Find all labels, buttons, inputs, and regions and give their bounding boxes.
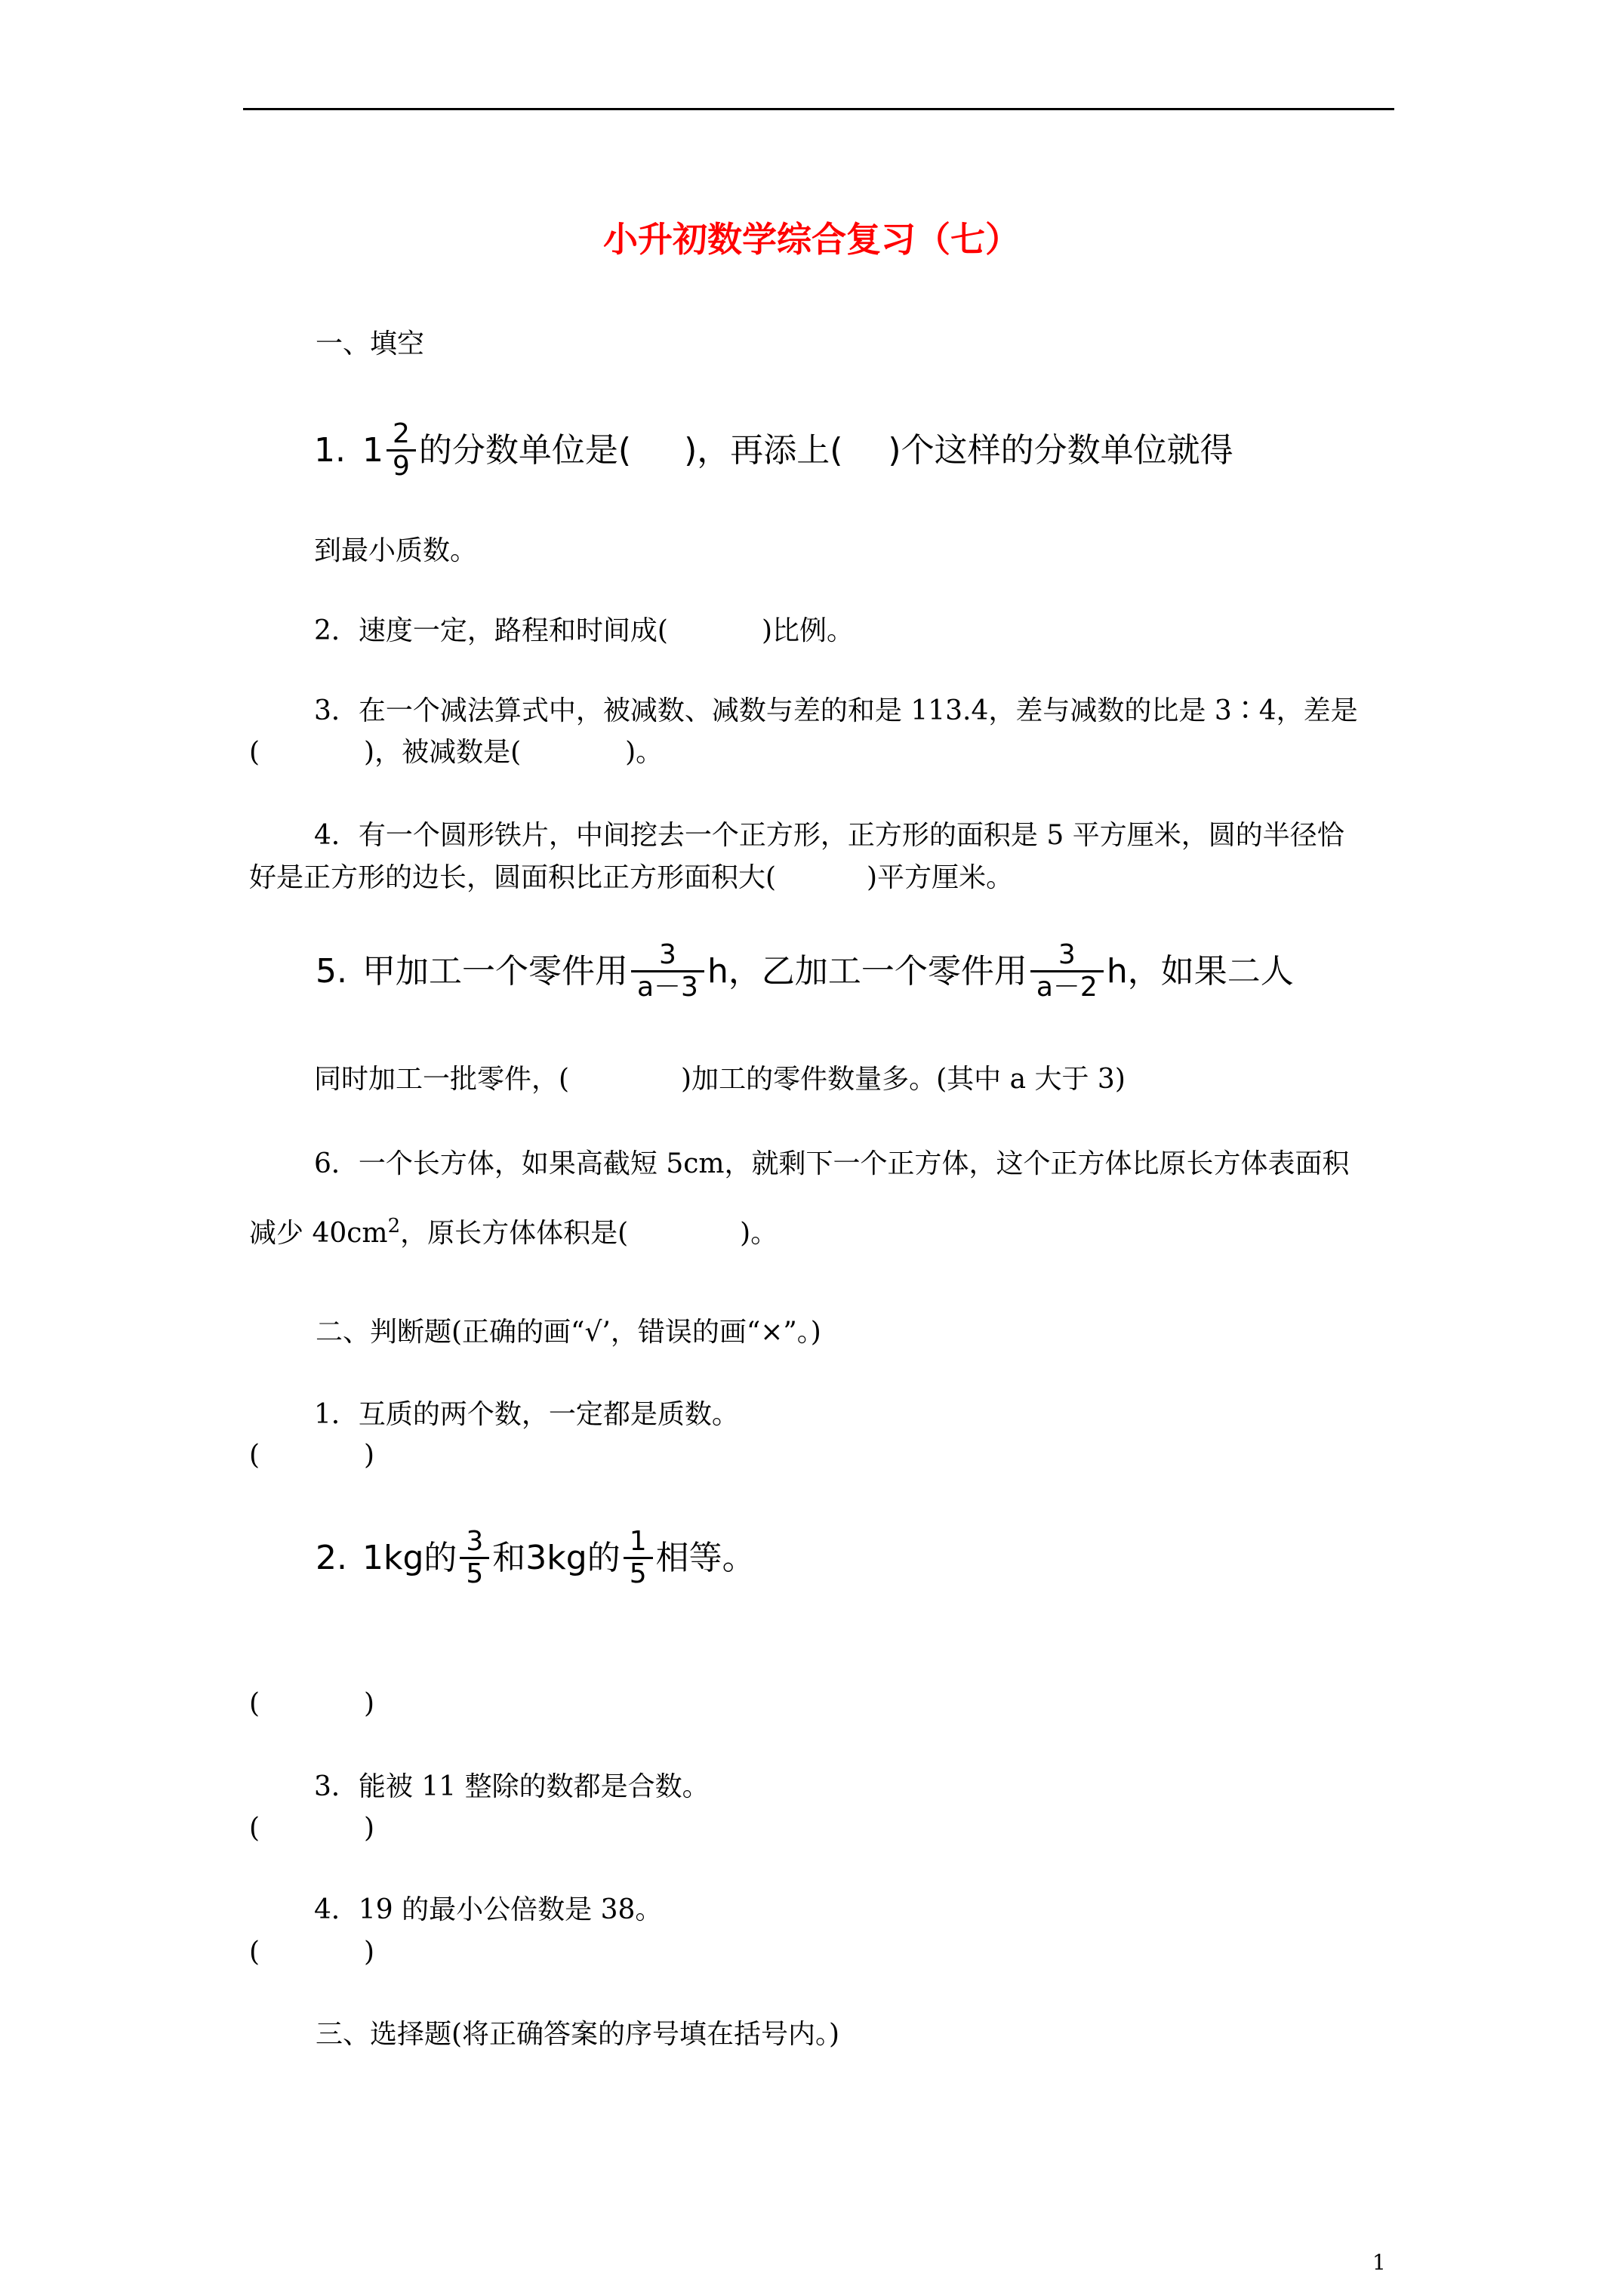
q6-superscript: 2 (387, 1215, 401, 1237)
q4-text-a: 好是正方形的边长，圆面积比正方形面积大( (249, 862, 777, 893)
s2-question-2 (316, 1527, 756, 1589)
q3-paren-open: ( (249, 737, 260, 768)
q6-text-b: ，原长方体体积是( (400, 1218, 629, 1249)
s2-q3-answer-paren[interactable] (249, 1812, 374, 1845)
q1-text-a: 的分数单位是( (418, 430, 632, 470)
s2-q4-paren-open: ( (249, 1937, 260, 1968)
q1-fraction-numerator: 2 (392, 418, 410, 449)
document-title: 小升初数学综合复习（七） (603, 219, 1020, 260)
q1-fraction (387, 419, 416, 482)
q6-text-c: )。 (740, 1218, 778, 1249)
header-rule (243, 108, 1394, 110)
q2-text-b: )比例。 (761, 615, 854, 646)
question-1-1 (314, 419, 1233, 482)
q3-text-b: )，被减数是( (364, 737, 522, 768)
s2-q2-text-b: 和3kg的 (492, 1538, 621, 1577)
s2-q2-fraction-2 (624, 1527, 653, 1589)
q1-number: 1. (314, 430, 346, 470)
question-1-2 (314, 615, 854, 648)
q3-line-1: 3．在一个减法算式中，被减数、减数与差的和是 113.4，差与减数的比是 3∶4，差是 (314, 695, 1358, 726)
q1-line-2: 到最小质数。 (314, 535, 478, 566)
s2-q3-paren-open: ( (249, 1813, 260, 1844)
s2-question-1: 1．互质的两个数，一定都是质数。 (314, 1399, 739, 1430)
s2-q2-paren-close: ) (364, 1688, 375, 1719)
s2-q2-fraction-2-numerator: 1 (629, 1526, 647, 1557)
s2-q2-answer-paren[interactable] (249, 1687, 374, 1721)
s2-q4-paren-close: ) (364, 1937, 375, 1968)
q5-number: 5. (316, 951, 347, 991)
q5-fraction-1-denominator: a－3 (631, 970, 704, 1003)
q3-line-2 (249, 736, 663, 769)
q2-text-a: 2．速度一定，路程和时间成( (314, 615, 668, 646)
s2-q2-fraction-2-denominator: 5 (624, 1557, 653, 1589)
q3-text-c: )。 (625, 737, 664, 768)
s2-q2-paren-open: ( (249, 1688, 260, 1719)
q6-line-2 (249, 1217, 778, 1250)
s2-q2-fraction-1-numerator: 3 (466, 1526, 484, 1557)
page-number: 1 (1372, 2250, 1386, 2275)
q5-fraction-1 (631, 940, 704, 1003)
q4-line-1: 4．有一个圆形铁片，中间挖去一个正方形，正方形的面积是 5 平方厘米，圆的半径恰 (314, 820, 1344, 851)
q5-text-b: h，乙加工一个零件用 (707, 951, 1027, 991)
s2-q4-answer-paren[interactable] (249, 1936, 374, 1969)
s2-q2-fraction-1-denominator: 5 (460, 1557, 489, 1589)
section-3-heading: 三、选择题(将正确答案的序号填在括号内。) (316, 2019, 840, 2050)
s2-q2-text-c: 相等。 (655, 1538, 756, 1577)
q5-text-d: 同时加工一批零件，( (314, 1064, 570, 1095)
s2-q2-number: 2. (316, 1538, 347, 1577)
s2-q3-paren-close: ) (364, 1813, 375, 1844)
q4-text-b: )平方厘米。 (867, 862, 1014, 893)
question-1-5 (316, 940, 1294, 1003)
s2-q2-text-a: 1kg的 (362, 1538, 457, 1577)
q5-fraction-1-numerator: 3 (659, 939, 676, 970)
q6-line-1: 6．一个长方体，如果高截短 5cm，就剩下一个正方体，这个正方体比原长方体表面积 (314, 1148, 1350, 1179)
s2-question-4: 4．19 的最小公倍数是 38。 (314, 1894, 663, 1925)
q5-fraction-2 (1030, 940, 1104, 1003)
s2-q1-paren-close: ) (364, 1440, 375, 1471)
s2-q1-paren-open: ( (249, 1440, 260, 1471)
q5-fraction-2-numerator: 3 (1058, 939, 1076, 970)
q5-line-2 (314, 1063, 1126, 1096)
s2-q1-answer-paren[interactable] (249, 1439, 374, 1472)
s2-q2-fraction-1 (460, 1527, 489, 1589)
q1-text-b: )，再添上( (684, 430, 843, 470)
q5-text-a: 甲加工一个零件用 (362, 951, 628, 991)
section-1-heading: 一、填空 (316, 328, 425, 359)
s2-question-3: 3．能被 11 整除的数都是合数。 (314, 1771, 710, 1802)
q5-fraction-2-denominator: a－2 (1030, 970, 1104, 1003)
q4-line-2 (249, 861, 1013, 895)
q6-text-a: 减少 40cm (249, 1218, 388, 1249)
section-2-heading: 二、判断题(正确的画“√’，错误的画“×”。) (316, 1317, 821, 1348)
q1-text-c: )个这样的分数单位就得 (888, 430, 1233, 470)
q1-fraction-denominator: 9 (387, 449, 416, 482)
q1-whole: 1 (362, 430, 383, 470)
q5-text-e: )加工的零件数量多。(其中 a 大于 3) (681, 1064, 1126, 1095)
q5-text-c: h，如果二人 (1106, 951, 1294, 991)
